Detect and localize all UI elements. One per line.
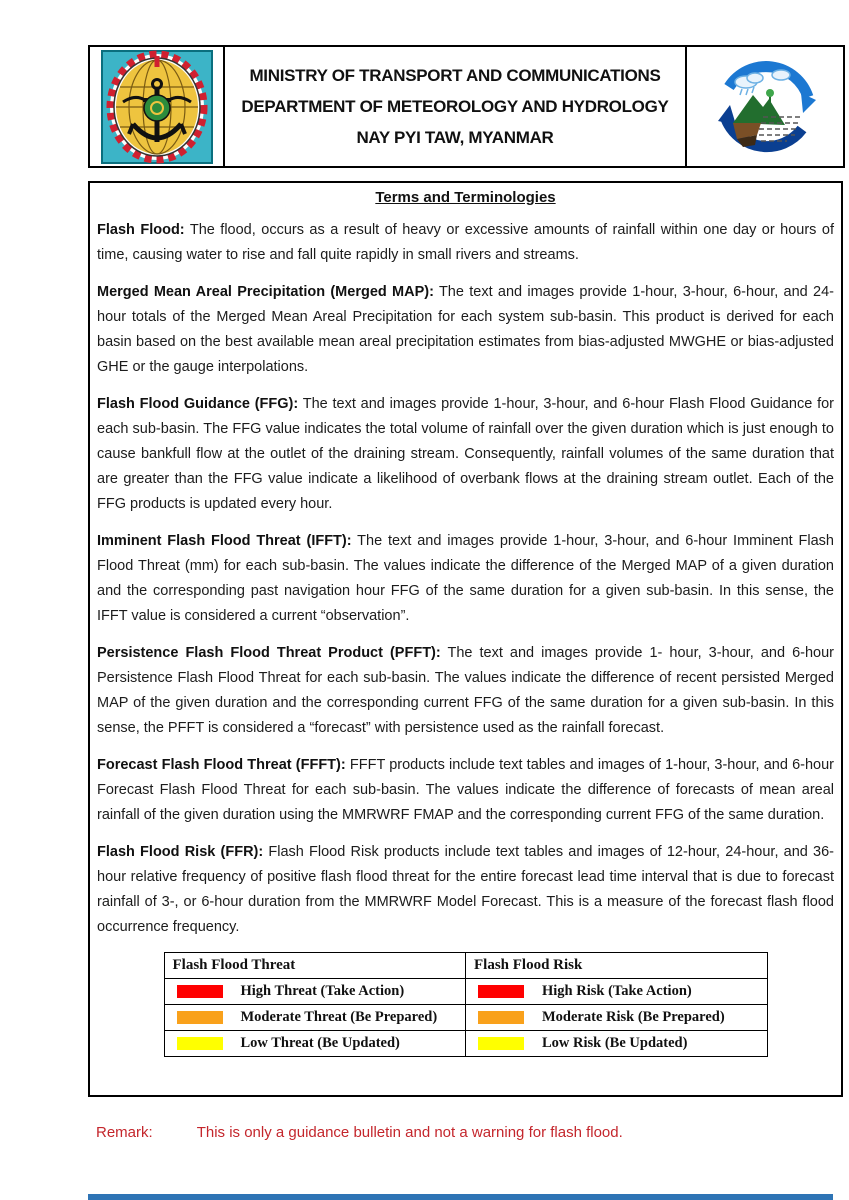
term-paragraph-ffr	[97, 840, 834, 940]
threat-risk-legend-table	[164, 952, 768, 1057]
header-left-logo-cell	[90, 47, 225, 166]
header-line-ministry: MINISTRY OF TRANSPORT AND COMMUNICATIONS	[249, 65, 661, 85]
header-banner	[88, 45, 845, 168]
low-threat-color-swatch	[177, 1037, 223, 1050]
legend-header-risk: Flash Flood Risk	[466, 953, 768, 979]
header-line-location: NAY PYI TAW, MYANMAR	[356, 127, 554, 147]
term-definition: Flash Flood Risk products include text tables and images of 12-hour, 24-hour, and 36-hour relative frequency of positive flash flood threat for the entire forecast lead time interval that is due to forecast rainfall of 3-, or 6-hour duration from the MMRWRF Model Forecast. This is a measure of the forecast flash flood occurrence frequency.	[97, 844, 834, 935]
term-definition: The text and images provide 1-hour, 3-hour, and 6-hour Imminent Flash Flood Threat (mm) for each sub-basin. The values indicate the difference of the Merged MAP of a given duration and the corresponding past navigation hour FFG of the same duration for a given sub-basin. In this sense, the IFFT value is considered a current “observation”.	[97, 533, 834, 624]
term-paragraph-flash-flood	[97, 218, 834, 268]
term-paragraph-pfft	[97, 641, 834, 741]
legend-row-low	[164, 1031, 767, 1057]
term-paragraph-ifft	[97, 529, 834, 629]
term-label: Flash Flood Risk (FFR):	[97, 844, 264, 860]
remark-label: Remark:	[96, 1124, 153, 1141]
high-risk-color-swatch	[478, 985, 524, 998]
term-definition: The flood, occurs as a result of heavy or excessive amounts of rainfall within one day or hours of time, causing water to rise and fall quite rapidly in small rivers and streams.	[97, 222, 834, 263]
term-label: Imminent Flash Flood Threat (IFFT):	[97, 533, 352, 549]
term-definition: FFFT products include text tables and images of 1-hour, 3-hour, and 6-hour Forecast Flash Flood Threat for each sub-basin. The values indicate the difference of forecasts of mean areal rainfall of the given duration using the MMRWRF FMAP and the corresponding current FFG of the same duration.	[97, 757, 834, 823]
term-label: Flash Flood:	[97, 222, 185, 238]
header-right-logo-cell	[685, 47, 843, 166]
legend-row-high	[164, 979, 767, 1005]
term-definition: The text and images provide 1-hour, 3-hour, 6-hour, and 24-hour totals of the Merged Mean Areal Precipitation for each system sub-basin. This product is derived for each basin based on the best available mean areal precipitation estimates from bias-adjusted MWGHE or bias-adjusted GHE or the gauge interpolations.	[97, 284, 834, 375]
legend-label: Low Threat (Be Updated)	[240, 1035, 400, 1051]
term-paragraph-ffg	[97, 392, 834, 517]
term-label: Forecast Flash Flood Threat (FFFT):	[97, 757, 346, 773]
legend-header-threat: Flash Flood Threat	[164, 953, 466, 979]
next-page-top-border-bar	[88, 1194, 833, 1200]
terms-content-box	[88, 181, 843, 1097]
remark-text: This is only a guidance bulletin and not a warning for flash flood.	[196, 1124, 623, 1141]
legend-label: Moderate Risk (Be Prepared)	[542, 1009, 725, 1025]
header-title-block	[225, 47, 685, 166]
remark-row	[96, 1124, 816, 1141]
header-line-department: DEPARTMENT OF METEOROLOGY AND HYDROLOGY	[241, 96, 669, 116]
term-paragraph-ffft	[97, 753, 834, 828]
term-paragraph-merged-map	[97, 280, 834, 380]
page-title: Terms and Terminologies	[375, 189, 556, 206]
legend-header-row	[164, 953, 767, 979]
term-label: Merged Mean Areal Precipitation (Merged MAP):	[97, 284, 434, 300]
legend-label: High Threat (Take Action)	[240, 983, 405, 999]
high-threat-color-swatch	[177, 985, 223, 998]
dmh-water-cycle-logo-icon	[713, 55, 817, 159]
term-label: Flash Flood Guidance (FFG):	[97, 396, 299, 412]
term-definition: The text and images provide 1- hour, 3-hour, and 6-hour Persistence Flash Flood Threat for each sub-basin. The values indicate the difference of recent persisted Merged MAP of the given duration and the corresponding current FFG of the same duration for a given sub-basin. In this sense, the PFFT is considered a “forecast” with persistence used as the rainfall forecast.	[97, 645, 834, 736]
legend-label: Low Risk (Be Updated)	[542, 1035, 688, 1051]
legend-label: Moderate Threat (Be Prepared)	[240, 1009, 438, 1025]
legend-label: High Risk (Take Action)	[542, 983, 692, 999]
low-risk-color-swatch	[478, 1037, 524, 1050]
motc-seal-logo-icon	[101, 50, 213, 164]
term-definition: The text and images provide 1-hour, 3-hour, and 6-hour Flash Flood Guidance for each sub-basin. The FFG value indicates the total volume of rainfall over the given duration which is just enough to cause bankfull flow at the outlet of the draining stream. Consequently, rainfall volumes of the same duration that are greater than the FFG value indicate a likelihood of overbank flows at the draining stream outlet. Each of the FFG products is updated every hour.	[97, 396, 835, 512]
moderate-risk-color-swatch	[478, 1011, 524, 1024]
term-label: Persistence Flash Flood Threat Product (PFFT):	[97, 645, 441, 661]
moderate-threat-color-swatch	[177, 1011, 223, 1024]
legend-row-moderate	[164, 1005, 767, 1031]
